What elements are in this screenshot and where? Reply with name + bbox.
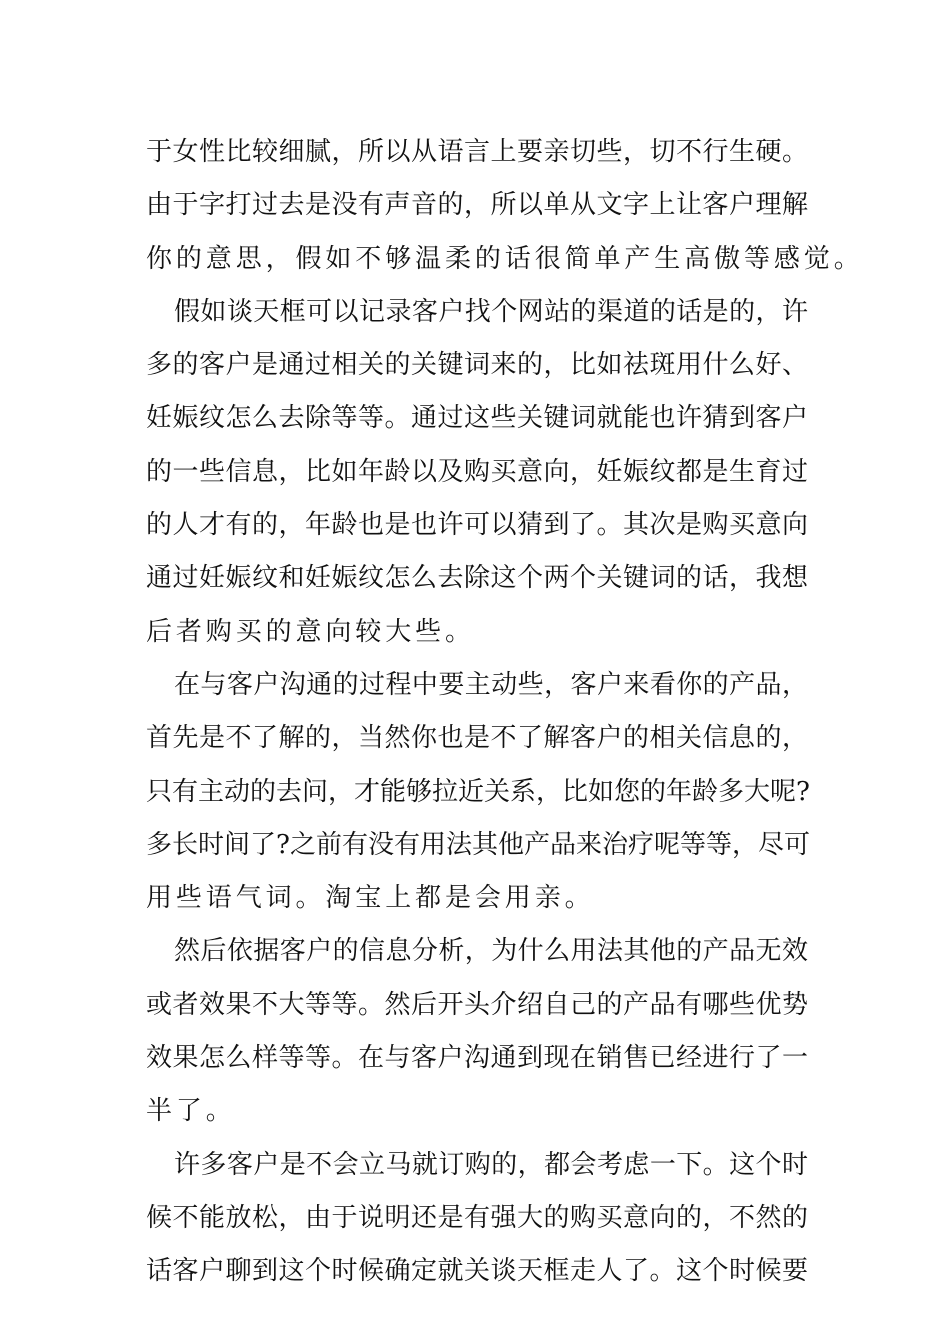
text-line: 或者效果不大等等。然后开头介绍自己的产品有哪些优势 — [146, 989, 808, 1020]
text-line: 用些语气词。淘宝上都是会用亲。 — [146, 883, 595, 914]
text-line: 你的意思，假如不够温柔的话很简单产生高傲等感觉。 — [146, 243, 864, 274]
paragraph — [146, 286, 808, 659]
text-line: 后者购买的意向较大些。 — [146, 616, 475, 647]
text-line: 妊娠纹怎么去除等等。通过这些关键词就能也许猜到客户 — [146, 403, 808, 434]
paragraph — [146, 1139, 808, 1299]
text-line: 假如谈天框可以记录客户找个网站的渠道的话是的，许 — [174, 296, 808, 327]
text-line: 许多客户是不会立马就订购的，都会考虑一下。这个时 — [174, 1149, 808, 1180]
text-line: 效果怎么样等等。在与客户沟通到现在销售已经进行了一 — [146, 1043, 808, 1074]
text-line: 多的客户是通过相关的关键词来的，比如祛斑用什么好、 — [146, 350, 808, 381]
paragraph — [146, 925, 808, 1138]
text-line: 候不能放松，由于说明还是有强大的购买意向的，不然的 — [146, 1202, 808, 1233]
text-line: 只有主动的去问，才能够拉近关系，比如您的年龄多大呢? — [146, 776, 810, 807]
text-line: 的人才有的，年龄也是也许可以猜到了。其次是购买意向 — [146, 510, 808, 541]
text-line: 半了。 — [146, 1096, 236, 1127]
paragraph — [146, 659, 808, 925]
text-line: 通过妊娠纹和妊娠纹怎么去除这个两个关键词的话，我想 — [146, 563, 808, 594]
text-line: 话客户聊到这个时候确定就关谈天框走人了。这个时候要 — [146, 1256, 808, 1287]
text-line: 于女性比较细腻，所以从语言上要亲切些，切不行生硬。 — [146, 137, 808, 167]
paragraph — [146, 126, 864, 286]
text-line: 由于字打过去是没有声音的，所以单从文字上让客户理解 — [146, 190, 808, 221]
document-body — [146, 126, 864, 1299]
text-line: 的一些信息，比如年龄以及购买意向，妊娠纹都是生育过 — [146, 456, 808, 487]
text-line: 在与客户沟通的过程中要主动些，客户来看你的产品， — [174, 669, 808, 700]
text-line: 首先是不了解的，当然你也是不了解客户的相关信息的， — [146, 723, 808, 754]
text-line: 多长时间了?之前有没有用法其他产品来治疗呢等等，尽可 — [146, 829, 810, 860]
text-line: 然后依据客户的信息分析，为什么用法其他的产品无效 — [174, 936, 808, 967]
